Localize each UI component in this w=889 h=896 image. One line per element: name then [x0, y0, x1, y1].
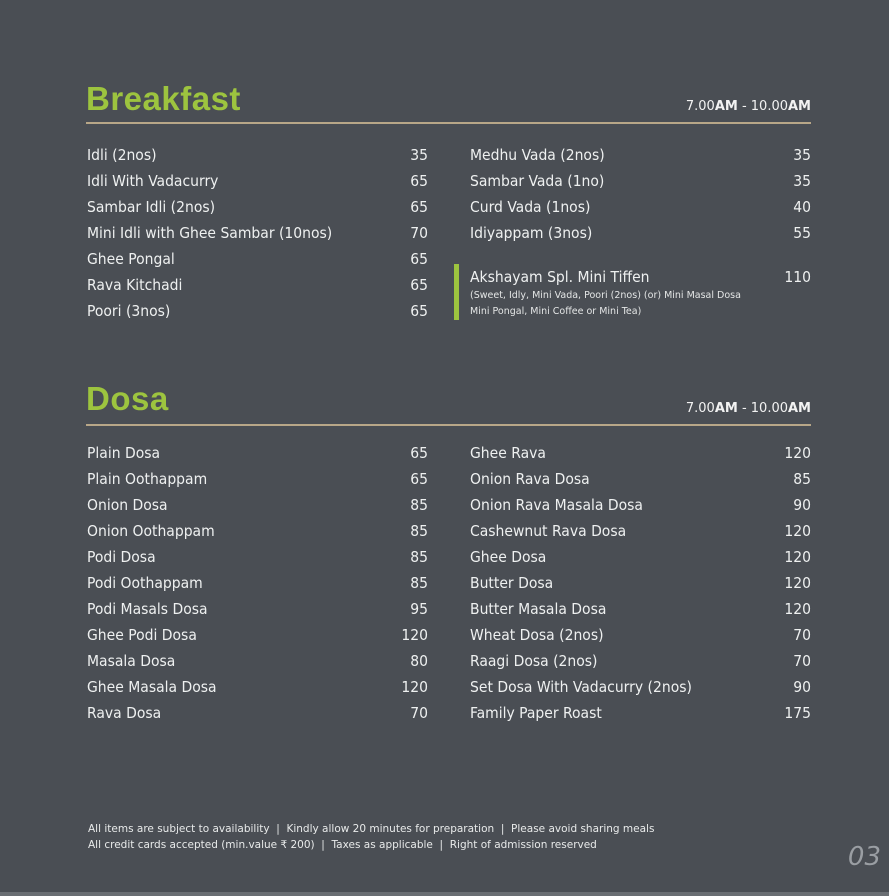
item-price: 90: [793, 678, 811, 696]
dosa-right-column: [470, 440, 811, 726]
menu-item: [87, 648, 428, 674]
item-name: Set Dosa With Vadacurry (2nos): [470, 678, 692, 696]
item-price: 95: [410, 600, 428, 618]
menu-item: [87, 544, 428, 570]
item-price: 65: [410, 276, 428, 294]
menu-item: [470, 220, 811, 246]
menu-item: [470, 648, 811, 674]
item-price: 120: [784, 548, 811, 566]
menu-item: [470, 674, 811, 700]
item-price: 35: [793, 146, 811, 164]
item-price: 70: [410, 704, 428, 722]
item-name: Masala Dosa: [87, 652, 176, 670]
breakfast-left-column: [87, 142, 428, 324]
item-price: 65: [410, 444, 428, 462]
item-price: 120: [401, 626, 428, 644]
menu-item: [87, 194, 428, 220]
special-item: [454, 264, 811, 320]
menu-item: [470, 700, 811, 726]
item-price: 65: [410, 470, 428, 488]
item-price: 65: [410, 250, 428, 268]
section-hours: 7.00AM - 10.00AM: [685, 401, 811, 416]
menu-item: [87, 518, 428, 544]
item-name: Ghee Podi Dosa: [87, 626, 197, 644]
menu-item: [87, 440, 428, 466]
item-name: Podi Oothappam: [87, 574, 203, 592]
item-price: 85: [793, 470, 811, 488]
item-price: 70: [410, 224, 428, 242]
menu-item: [87, 570, 428, 596]
menu-item: [470, 570, 811, 596]
item-name: Idiyappam (3nos): [470, 224, 593, 242]
special-note: (Sweet, Idly, Mini Vada, Poori (2nos) (or) Mini Masal Dosa: [470, 290, 741, 301]
section-hours: 7.00AM - 10.00AM: [685, 99, 811, 114]
menu-item: [87, 220, 428, 246]
item-name: Rava Kitchadi: [87, 276, 183, 294]
item-name: Plain Dosa: [87, 444, 161, 462]
menu-item: [87, 622, 428, 648]
item-name: Butter Dosa: [470, 574, 554, 592]
item-name: Idli With Vadacurry: [87, 172, 219, 190]
item-name: Podi Dosa: [87, 548, 156, 566]
item-price: 80: [410, 652, 428, 670]
menu-item: [87, 466, 428, 492]
item-price: 70: [793, 626, 811, 644]
item-name: Onion Dosa: [87, 496, 168, 514]
item-name: Curd Vada (1nos): [470, 198, 591, 216]
menu-item: [87, 272, 428, 298]
menu-item: [470, 194, 811, 220]
menu-item: [87, 142, 428, 168]
item-price: 65: [410, 302, 428, 320]
item-name: Butter Masala Dosa: [470, 600, 607, 618]
item-price: 65: [410, 198, 428, 216]
item-price: 35: [793, 172, 811, 190]
menu-item: [87, 168, 428, 194]
bottom-border: [0, 892, 889, 896]
item-price: 85: [410, 548, 428, 566]
item-name: Cashewnut Rava Dosa: [470, 522, 627, 540]
item-name: Rava Dosa: [87, 704, 162, 722]
menu-item: [470, 168, 811, 194]
item-price: 85: [410, 574, 428, 592]
item-price: 55: [793, 224, 811, 242]
item-price: 85: [410, 522, 428, 540]
item-name: Ghee Masala Dosa: [87, 678, 217, 696]
item-name: Ghee Rava: [470, 444, 546, 462]
section-title: Dosa: [86, 380, 169, 417]
item-price: 120: [784, 574, 811, 592]
item-name: Onion Oothappam: [87, 522, 215, 540]
menu-item: [470, 142, 811, 168]
menu-item: [87, 298, 428, 324]
item-name: Family Paper Roast: [470, 704, 602, 722]
divider: [86, 122, 811, 124]
page-number: 03: [847, 842, 881, 872]
item-price: 40: [793, 198, 811, 216]
menu-item: [470, 440, 811, 466]
item-price: 70: [793, 652, 811, 670]
item-price: 120: [401, 678, 428, 696]
breakfast-right-column: [470, 142, 811, 246]
item-name: Mini Idli with Ghee Sambar (10nos): [87, 224, 333, 242]
item-price: 120: [784, 444, 811, 462]
divider: [86, 424, 811, 426]
menu-item: [470, 596, 811, 622]
dosa-left-column: [87, 440, 428, 726]
menu-item: Akshayam Spl. Mini Tiffen 110: [470, 268, 811, 286]
item-name: Onion Rava Dosa: [470, 470, 590, 488]
item-price: 120: [784, 522, 811, 540]
menu-item: [87, 492, 428, 518]
item-price: 175: [784, 704, 811, 722]
item-name: Sambar Idli (2nos): [87, 198, 216, 216]
menu-item: [470, 466, 811, 492]
item-name: Onion Rava Masala Dosa: [470, 496, 643, 514]
menu-item: [87, 596, 428, 622]
item-price: 35: [410, 146, 428, 164]
menu-item: [470, 622, 811, 648]
footer-notes: All items are subject to availability | Kindly allow 20 minutes for preparation | Please avoid sharing meals All credit cards accepted (min.value ₹ 200) | Taxes as applicable | Right of admission reserved: [88, 823, 655, 851]
item-name: Sambar Vada (1no): [470, 172, 605, 190]
item-price: 85: [410, 496, 428, 514]
menu-item: [470, 518, 811, 544]
item-name: Ghee Pongal: [87, 250, 175, 268]
item-name: Idli (2nos): [87, 146, 157, 164]
item-name: Podi Masals Dosa: [87, 600, 208, 618]
item-name: Plain Oothappam: [87, 470, 208, 488]
menu-item: [87, 246, 428, 272]
item-name: Wheat Dosa (2nos): [470, 626, 604, 644]
menu-item: [87, 700, 428, 726]
item-price: 65: [410, 172, 428, 190]
item-name: Raagi Dosa (2nos): [470, 652, 598, 670]
menu-item: [470, 492, 811, 518]
item-price: 90: [793, 496, 811, 514]
item-name: Poori (3nos): [87, 302, 171, 320]
special-note: Mini Pongal, Mini Coffee or Mini Tea): [470, 306, 642, 317]
item-name: Ghee Dosa: [470, 548, 547, 566]
menu-item: [470, 544, 811, 570]
item-name: Medhu Vada (2nos): [470, 146, 605, 164]
section-title: Breakfast: [86, 80, 241, 117]
item-price: 120: [784, 600, 811, 618]
menu-item: [87, 674, 428, 700]
